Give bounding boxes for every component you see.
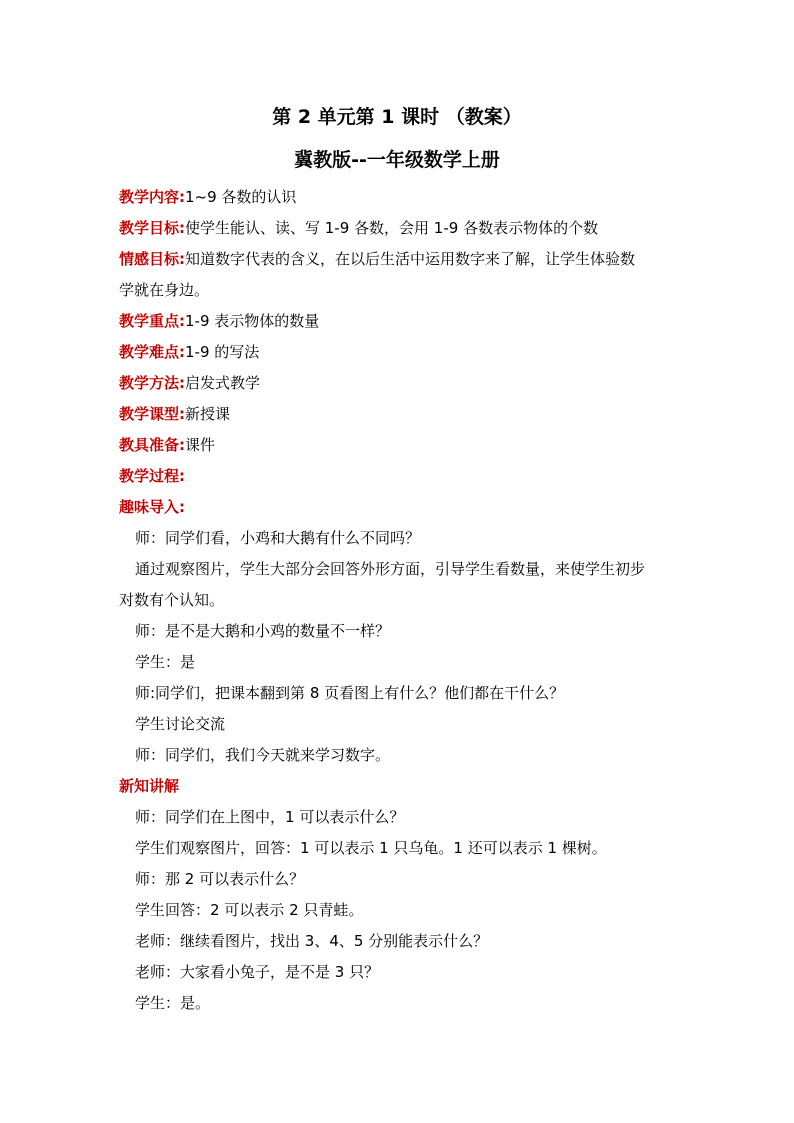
new-knowledge-line: 老师：继续看图片，找出 3、4、5 分别能表示什么？ (135, 932, 489, 950)
process-heading: 教学过程: (119, 467, 185, 485)
new-knowledge-line: 老师：大家看小兔子，是不是 3 只？ (135, 963, 380, 981)
field-value: 1~9 各数的认识 (185, 188, 297, 206)
new-knowledge-line: 师：那 2 可以表示什么？ (135, 870, 305, 888)
new-knowledge-line: 学生回答：2 可以表示 2 只青蛙。 (135, 901, 364, 919)
intro-line: 师:同学们，把课本翻到第 8 页看图上有什么？他们都在干什么？ (135, 684, 565, 702)
field-key-point (119, 306, 679, 337)
intro-line-continued: 对数有个认知。 (119, 591, 225, 609)
field-emotion-goal (119, 244, 679, 275)
field-label: 教学课型: (119, 405, 185, 423)
intro-line: 师：同学们，我们今天就来学习数字。 (135, 746, 391, 764)
intro-line: 学生：是 (135, 653, 196, 671)
field-content (119, 182, 679, 213)
field-value: 知道数字代表的含义，在以后生活中运用数字来了解，让学生体验数 (185, 250, 636, 268)
field-method (119, 368, 679, 399)
field-value: 1-9 的写法 (185, 343, 260, 361)
page-subtitle: 冀教版--一年级数学上册 (294, 149, 500, 171)
field-value: 课件 (185, 436, 216, 454)
field-label: 情感目标: (119, 250, 185, 268)
intro-line: 学生讨论交流 (135, 715, 226, 733)
field-value: 使学生能认、读、写 1-9 各数，会用 1-9 各数表示物体的个数 (185, 219, 599, 237)
field-emotion-goal-continued: 学就在身边。 (119, 281, 210, 299)
new-knowledge-line: 师：同学们在上图中，1 可以表示什么？ (135, 808, 405, 826)
field-label: 教学重点: (119, 312, 185, 330)
field-label: 教学难点: (119, 343, 185, 361)
field-label: 教具准备: (119, 436, 185, 454)
new-knowledge-line: 学生们观察图片，回答：1 可以表示 1 只乌龟。1 还可以表示 1 棵树。 (135, 839, 607, 857)
page-title: 第 2 单元第 1 课时 （教案） (272, 106, 522, 128)
field-label: 教学方法: (119, 374, 185, 392)
field-value: 新授课 (185, 405, 231, 423)
new-knowledge-line: 学生：是。 (135, 994, 211, 1012)
field-difficulty (119, 337, 679, 368)
intro-heading: 趣味导入: (119, 498, 185, 516)
field-materials (119, 430, 679, 461)
field-value: 1-9 表示物体的数量 (185, 312, 320, 330)
intro-line: 师：是不是大鹅和小鸡的数量不一样？ (135, 622, 391, 640)
field-label: 教学目标: (119, 219, 185, 237)
field-lesson-type (119, 399, 679, 430)
new-knowledge-heading: 新知讲解 (119, 777, 180, 795)
field-label: 教学内容: (119, 188, 185, 206)
intro-line: 师：同学们看，小鸡和大鹅有什么不同吗？ (135, 529, 421, 547)
intro-line: 通过观察图片，学生大部分会回答外形方面，引导学生看数量，来使学生初步 (135, 560, 646, 578)
field-goal (119, 213, 679, 244)
field-value: 启发式教学 (185, 374, 261, 392)
lesson-body (119, 182, 679, 1019)
